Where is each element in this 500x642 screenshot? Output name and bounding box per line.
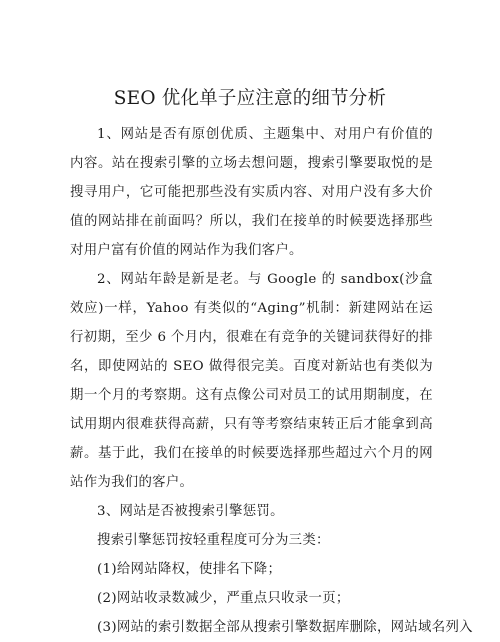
document-body <box>70 120 473 642</box>
paragraph-2: 2、网站年龄是新是老。与 Google 的 sandbox(沙盒效应)一样，Yahoo 有类似的“Aging”机制：新建网站在运行初期，至少 6 个月内，很难在有竞争的关键词获得好的排名，即使网站的 SEO 做得很完美。百度对新站也有类似为期一个月的考察期。这有点像公司对员工的试用期制度，在试用期内很难获得高薪，只有等考察结束转正后才能拿到高薪。基于此，我们在接单的时候要选择那些超过六个月的网站作为我们的客户。 <box>70 272 433 490</box>
list-item: (2)网站收录数减少，严重点只收录一页； <box>97 591 350 606</box>
list-item: (1)给网站降权，使排名下降； <box>97 562 282 577</box>
paragraph-1: 1、网站是否有原创优质、主题集中、对用户有价值的内容。站在搜索引擎的立场去想问题，搜索引擎要取悦的是搜寻用户，它可能把那些没有实质内容、对用户没有多大价值的网站排在前面吗？所以，我们在接单的时候要选择那些对用户富有价值的网站作为我们客户。 <box>70 127 433 258</box>
section-3-heading: 3、网站是否被搜索引擎惩罚。 <box>97 504 284 519</box>
document-title: SEO 优化单子应注意的细节分析 <box>113 88 387 109</box>
list-item: (3)网站的索引数据全部从搜索引擎数据库删除，网站域名列入 <box>97 620 473 635</box>
section-3-intro: 搜索引擎惩罚按轻重程度可分为三类： <box>97 533 330 548</box>
